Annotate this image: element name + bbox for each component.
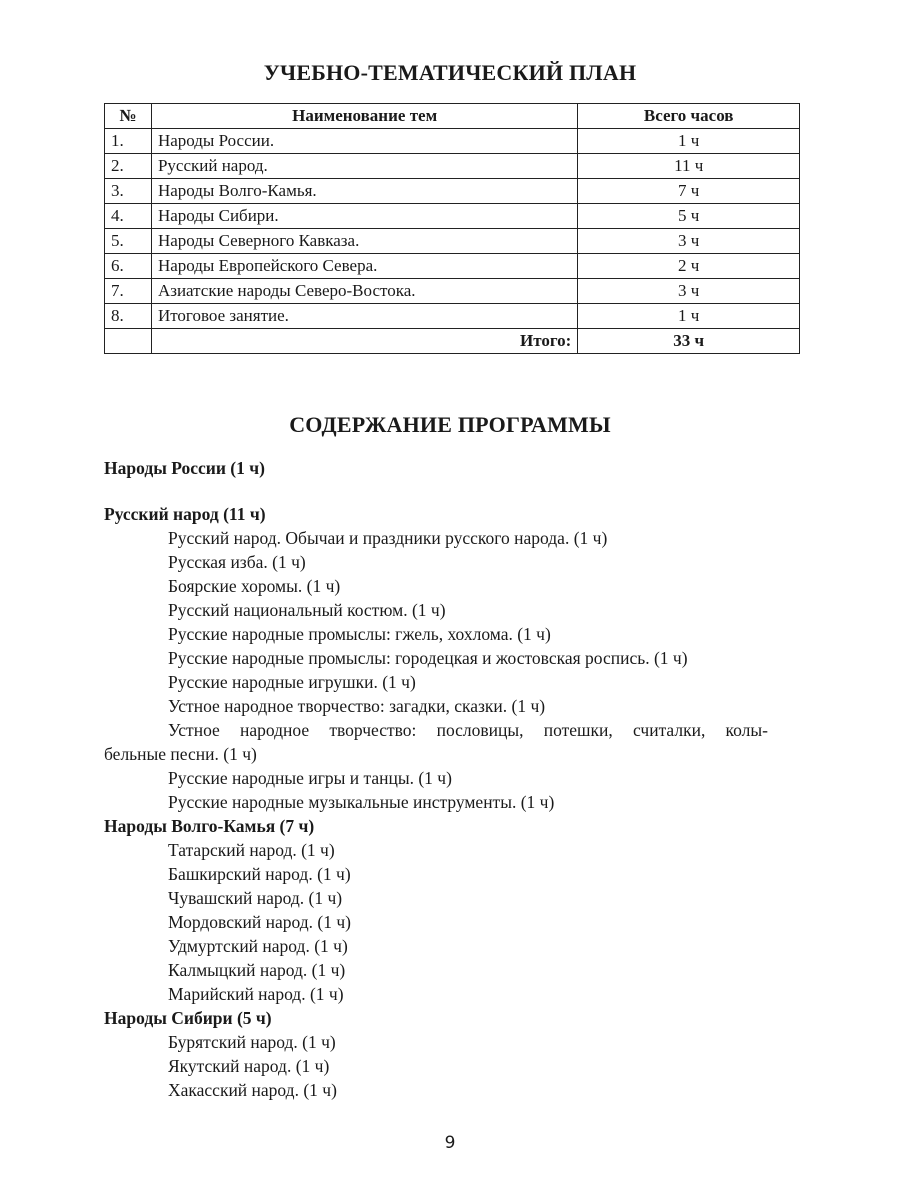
list-item: Устное народное творчество: загадки, сказки. (1 ч)	[168, 696, 546, 716]
list-item: Русская изба. (1 ч)	[168, 552, 306, 572]
list-item: Чувашский народ. (1 ч)	[168, 888, 343, 908]
list-item-wrapped	[104, 718, 804, 766]
total-empty-cell	[105, 329, 152, 354]
list-item: Башкирский народ. (1 ч)	[168, 864, 351, 884]
list-item: Русские народные игры и танцы. (1 ч)	[168, 768, 452, 788]
header-name: Наименование тем	[151, 104, 577, 129]
program-content	[104, 456, 804, 1102]
plan-title: УЧЕБНО-ТЕМАТИЧЕСКИЙ ПЛАН	[263, 60, 637, 85]
total-label: Итого:	[151, 329, 577, 354]
row-hours: 1 ч	[578, 129, 800, 154]
list-item: Мордовский народ. (1 ч)	[168, 912, 351, 932]
row-num: 1.	[105, 129, 152, 154]
row-num: 3.	[105, 179, 152, 204]
row-name: Народы Северного Кавказа.	[151, 229, 577, 254]
list-item: Калмыцкий народ. (1 ч)	[168, 960, 346, 980]
table-header-row	[105, 104, 800, 129]
list-item: Русские народные промыслы: гжель, хохлома. (1 ч)	[168, 624, 551, 644]
row-hours: 7 ч	[578, 179, 800, 204]
list-item: Боярские хоромы. (1 ч)	[168, 576, 341, 596]
row-hours: 5 ч	[578, 204, 800, 229]
row-num: 6.	[105, 254, 152, 279]
list-item-line2: бельные песни. (1 ч)	[104, 744, 257, 764]
plan-table	[104, 103, 800, 354]
table-row	[105, 229, 800, 254]
table-row	[105, 204, 800, 229]
table-row	[105, 154, 800, 179]
list-item: Русские народные промыслы: городецкая и жостовская роспись. (1 ч)	[168, 648, 688, 668]
table-row	[105, 179, 800, 204]
row-num: 4.	[105, 204, 152, 229]
section-heading: Народы Сибири (5 ч)	[104, 1008, 272, 1028]
list-item: Русский национальный костюм. (1 ч)	[168, 600, 446, 620]
section-heading: Русский народ (11 ч)	[104, 504, 266, 524]
row-name: Народы Сибири.	[151, 204, 577, 229]
list-item: Бурятский народ. (1 ч)	[168, 1032, 336, 1052]
row-hours: 2 ч	[578, 254, 800, 279]
row-num: 5.	[105, 229, 152, 254]
list-item-line1: Устное народное творчество: пословицы, потешки, считалки, колы-	[168, 720, 768, 740]
row-name: Азиатские народы Северо-Востока.	[151, 279, 577, 304]
list-item: Русские народные музыкальные инструменты. (1 ч)	[168, 792, 555, 812]
list-item: Русские народные игрушки. (1 ч)	[168, 672, 416, 692]
content-title: СОДЕРЖАНИЕ ПРОГРАММЫ	[289, 412, 611, 437]
header-num: №	[105, 104, 152, 129]
table-row	[105, 279, 800, 304]
table-row	[105, 254, 800, 279]
row-hours: 11 ч	[578, 154, 800, 179]
row-hours: 3 ч	[578, 279, 800, 304]
list-item: Русский народ. Обычаи и праздники русского народа. (1 ч)	[168, 528, 608, 548]
section-heading: Народы России (1 ч)	[104, 458, 265, 478]
row-num: 2.	[105, 154, 152, 179]
list-item: Якутский народ. (1 ч)	[168, 1056, 330, 1076]
section-heading: Народы Волго-Камья (7 ч)	[104, 816, 315, 836]
row-name: Народы Волго-Камья.	[151, 179, 577, 204]
row-hours: 3 ч	[578, 229, 800, 254]
list-item: Хакасский народ. (1 ч)	[168, 1080, 337, 1100]
row-name: Народы России.	[151, 129, 577, 154]
header-hours: Всего часов	[578, 104, 800, 129]
list-item: Марийский народ. (1 ч)	[168, 984, 344, 1004]
row-name: Народы Европейского Севера.	[151, 254, 577, 279]
row-hours: 1 ч	[578, 304, 800, 329]
section-spacer	[104, 480, 804, 502]
table-row	[105, 304, 800, 329]
row-name: Русский народ.	[151, 154, 577, 179]
page-number: 9	[444, 1133, 456, 1153]
table-total-row	[105, 329, 800, 354]
table-row	[105, 129, 800, 154]
row-num: 7.	[105, 279, 152, 304]
row-name: Итоговое занятие.	[151, 304, 577, 329]
list-item: Удмуртский народ. (1 ч)	[168, 936, 348, 956]
row-num: 8.	[105, 304, 152, 329]
list-item: Татарский народ. (1 ч)	[168, 840, 335, 860]
total-value: 33 ч	[578, 329, 800, 354]
